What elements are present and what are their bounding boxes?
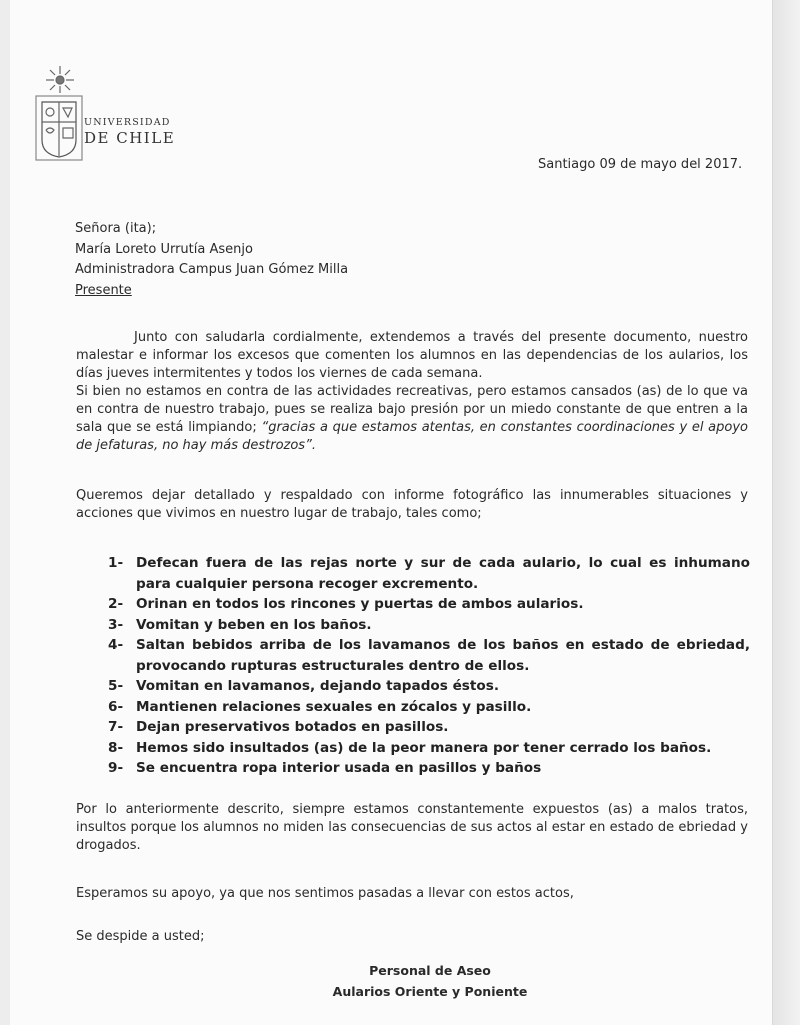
list-item-text: Dejan preservativos botados en pasillos. [136,719,449,735]
list-item [108,758,750,779]
list-item [108,738,750,759]
incident-list [108,553,750,779]
list-item-number: 1- [108,555,124,571]
paragraph-details: Queremos dejar detallado y respaldado con informe fotográfico las innumerables situaciones y acciones que vivimos en nuestro lugar de trabajo, tales como; [76,488,748,521]
list-item [108,553,750,594]
list-item-number: 2- [108,596,124,612]
list-item-number: 7- [108,719,124,735]
list-item [108,676,750,697]
list-item-number: 8- [108,739,124,756]
list-item [108,594,750,615]
recipient-presente: Presente [75,282,132,298]
paragraph-concerns-quote: “gracias a que estamos atentas, en constantes coordinaciones y el apoyo de jefaturas, no hay más destrozos”. [76,420,749,453]
recipient-position: Administradora Campus Juan Gómez Milla [75,262,349,277]
paragraph-request: Esperamos su apoyo, ya que nos sentimos pasadas a llevar con estos actos, [76,886,574,901]
university-name [84,118,175,146]
recipient-name: María Loreto Urrutía Asenjo [75,241,253,257]
list-item-text: Saltan bebidos arriba de los lavamanos de los baños en estado de ebriedad, provocando rupturas estructurales dentro de ellos. [136,637,750,674]
scan-edge [773,0,800,1025]
recipient-salutation: Señora (ita); [75,221,157,236]
list-item-number: 5- [108,678,124,694]
paragraph-concerns-text: Si bien no estamos en contra de las actividades recreativas, pero estamos cansados (as) de lo que va en contra de nuestro trabajo, pues se realiza bajo presión por un miedo constante de que entren a la sala que se está limpiando; [76,384,748,435]
paragraph-concerns [76,383,748,455]
list-item-text: Vomitan y beben en los baños. [136,616,372,633]
university-name-line2: DE CHILE [84,128,176,147]
list-item [108,615,750,636]
letter-date: Santiago 09 de mayo del 2017. [538,157,743,172]
list-item-text: Se encuentra ropa interior usada en pasillos y baños [136,760,542,776]
list-item [108,697,750,718]
list-item-text: Hemos sido insultados (as) de la peor manera por tener cerrado los baños. [136,739,712,756]
list-item-text: Vomitan en lavamanos, dejando tapados éstos. [136,678,499,694]
university-name-line1: UNIVERSIDAD [84,117,171,128]
paragraph-intro-text: Junto con saludarla cordialmente, extendemos a través del presente documento, nuestro malestar e informar los excesos que comenten los alumnos en las dependencias de los aularios, los días jueves intermitentes y todos los viernes de cada semana. [76,330,748,381]
list-item-text: Orinan en todos los rincones y puertas de ambos aularios. [136,596,584,612]
list-item-number: 6- [108,698,124,715]
signature-block [310,960,550,1002]
list-item [108,635,750,676]
signature-line2: Aularios Oriente y Poniente [332,984,528,999]
list-item [108,717,750,738]
list-item-text: Defecan fuera de las rejas norte y sur de cada aulario, lo cual es inhumano para cualquier persona recoger excremento. [136,555,750,592]
list-item-text: Mantienen relaciones sexuales en zócalos y pasillo. [136,698,532,715]
signature-line1: Personal de Aseo [369,963,491,978]
recipient-block [75,219,348,301]
letter-page [10,0,772,1025]
list-item-number: 9- [108,760,124,776]
paragraph-conclusion: Por lo anteriormente descrito, siempre estamos constantemente expuestos (as) a malos tratos, insultos porque los alumnos no miden las consecuencias de sus actos al estar en estado de ebriedad y drogados. [76,802,748,853]
list-item-number: 3- [108,616,124,633]
paragraph-intro [76,329,748,383]
paragraph-closing: Se despide a usted; [76,929,205,944]
list-item-number: 4- [108,637,124,653]
